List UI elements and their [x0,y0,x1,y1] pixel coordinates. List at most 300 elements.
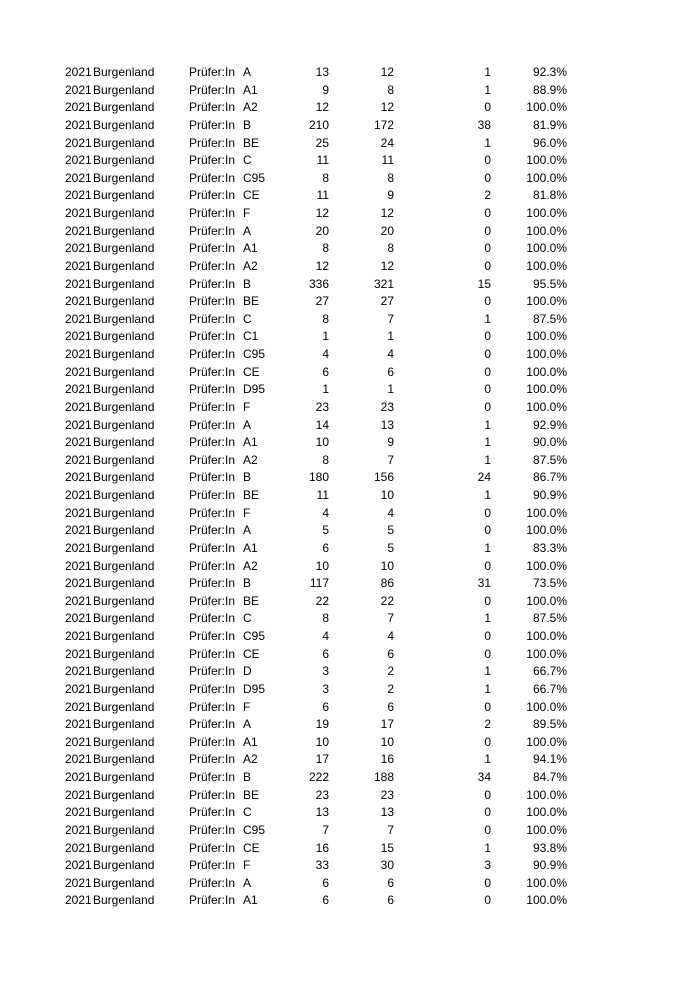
role-cell: Prüfer:In [189,734,236,749]
year-cell: 2021 [65,382,92,397]
failed-cell: 38 [477,117,491,132]
failed-cell: 15 [477,276,491,291]
role-cell: Prüfer:In [189,611,236,626]
failed-cell: 0 [484,593,491,608]
passed-cell: 8 [387,241,394,256]
total-cell: 16 [315,840,329,855]
region-cell: Burgenland [93,294,155,309]
table-row [0,592,700,610]
role-cell: Prüfer:In [189,822,236,837]
rate-cell: 100.0% [526,787,567,802]
class-cell: CE [243,646,260,661]
failed-cell: 31 [477,576,491,591]
rate-cell: 100.0% [526,170,567,185]
failed-cell: 0 [484,294,491,309]
passed-cell: 4 [387,629,394,643]
table-row [0,874,700,892]
failed-cell: 24 [477,470,491,485]
class-cell: A [243,523,252,538]
table-row [0,345,700,363]
total-cell: 12 [315,258,329,273]
rate-cell: 83.3% [532,540,567,555]
table-row [0,698,700,716]
region-cell: Burgenland [93,170,155,185]
passed-cell: 6 [387,364,394,379]
table-row [0,821,700,839]
class-cell: CE [243,364,260,379]
rate-cell: 100.0% [526,875,567,890]
class-cell: F [243,399,251,414]
class-cell: CE [243,188,260,203]
class-cell: C95 [243,347,266,361]
role-cell: Prüfer:In [189,893,236,908]
failed-cell: 0 [484,241,491,256]
region-cell: Burgenland [93,646,155,661]
table-row [0,169,700,187]
passed-cell: 172 [373,117,394,132]
table-row [0,222,700,240]
passed-cell: 10 [380,734,394,749]
passed-cell: 7 [387,611,394,626]
passed-cell: 30 [380,858,394,873]
role-cell: Prüfer:In [189,311,236,326]
failed-cell: 34 [477,770,491,784]
class-cell: C [243,805,252,820]
role-cell: Prüfer:In [189,276,236,291]
table-row [0,116,700,134]
role-cell: Prüfer:In [189,770,236,784]
year-cell: 2021 [65,805,92,820]
year-cell: 2021 [65,170,92,185]
rate-cell: 100.0% [526,258,567,273]
passed-cell: 12 [380,65,394,79]
class-cell: A2 [243,452,258,467]
rate-cell: 100.0% [526,364,567,379]
class-cell: A1 [243,734,258,749]
failed-cell: 0 [484,258,491,273]
table-row [0,257,700,275]
total-cell: 9 [322,82,329,97]
failed-cell: 0 [484,822,491,837]
year-cell: 2021 [65,840,92,855]
role-cell: Prüfer:In [189,452,236,467]
class-cell: A1 [243,82,258,97]
passed-cell: 1 [387,382,394,397]
total-cell: 13 [315,805,329,820]
passed-cell: 12 [380,258,394,273]
passed-cell: 12 [380,100,394,115]
total-cell: 6 [322,875,329,890]
rate-cell: 100.0% [526,241,567,256]
role-cell: Prüfer:In [189,117,236,132]
role-cell: Prüfer:In [189,629,236,643]
passed-cell: 5 [387,523,394,538]
class-cell: B [243,770,252,784]
region-cell: Burgenland [93,135,155,150]
total-cell: 1 [322,382,329,397]
year-cell: 2021 [65,505,92,520]
role-cell: Prüfer:In [189,840,236,855]
rate-cell: 94.1% [532,752,567,767]
table-row [0,327,700,345]
role-cell: Prüfer:In [189,681,236,696]
failed-cell: 0 [484,364,491,379]
role-cell: Prüfer:In [189,505,236,520]
total-cell: 4 [322,505,329,520]
rate-cell: 100.0% [526,294,567,309]
region-cell: Burgenland [93,276,155,291]
class-cell: B [243,117,252,132]
region-cell: Burgenland [93,875,155,890]
class-cell: A1 [243,241,258,256]
region-cell: Burgenland [93,752,155,767]
class-cell: D95 [243,382,266,397]
year-cell: 2021 [65,329,92,344]
table-row [0,768,700,786]
region-cell: Burgenland [93,734,155,749]
class-cell: C95 [243,629,266,643]
role-cell: Prüfer:In [189,593,236,608]
failed-cell: 0 [484,100,491,115]
region-cell: Burgenland [93,593,155,608]
year-cell: 2021 [65,399,92,414]
rate-cell: 100.0% [526,100,567,115]
region-cell: Burgenland [93,558,155,573]
passed-cell: 27 [380,294,394,309]
region-cell: Burgenland [93,787,155,802]
region-cell: Burgenland [93,65,155,79]
region-cell: Burgenland [93,82,155,97]
total-cell: 17 [315,752,329,767]
table-row [0,151,700,169]
passed-cell: 2 [387,681,394,696]
table-row [0,63,700,81]
failed-cell: 1 [484,311,491,326]
failed-cell: 1 [484,135,491,150]
year-cell: 2021 [65,787,92,802]
rate-cell: 88.9% [532,82,567,97]
table-row [0,204,700,222]
passed-cell: 22 [380,593,394,608]
table-row [0,750,700,768]
table-row [0,539,700,557]
passed-cell: 8 [387,170,394,185]
failed-cell: 0 [484,382,491,397]
region-cell: Burgenland [93,382,155,397]
role-cell: Prüfer:In [189,206,236,220]
class-cell: F [243,505,251,520]
role-cell: Prüfer:In [189,329,236,344]
failed-cell: 1 [484,82,491,97]
total-cell: 23 [315,399,329,414]
failed-cell: 1 [484,611,491,626]
total-cell: 336 [308,276,329,291]
year-cell: 2021 [65,681,92,696]
role-cell: Prüfer:In [189,153,236,168]
table-row [0,416,700,434]
year-cell: 2021 [65,258,92,273]
role-cell: Prüfer:In [189,82,236,97]
total-cell: 27 [315,294,329,309]
role-cell: Prüfer:In [189,858,236,873]
table-row [0,856,700,874]
table-row [0,645,700,663]
year-cell: 2021 [65,664,92,679]
total-cell: 7 [322,822,329,837]
role-cell: Prüfer:In [189,558,236,573]
total-cell: 117 [309,576,329,591]
table-row [0,433,700,451]
year-cell: 2021 [65,523,92,538]
role-cell: Prüfer:In [189,787,236,802]
total-cell: 19 [315,717,329,732]
year-cell: 2021 [65,875,92,890]
failed-cell: 0 [484,347,491,361]
rate-cell: 100.0% [526,558,567,573]
region-cell: Burgenland [93,488,155,502]
table-row [0,786,700,804]
role-cell: Prüfer:In [189,875,236,890]
total-cell: 13 [315,65,329,79]
class-cell: BE [243,787,260,802]
rate-cell: 95.5% [532,276,567,291]
rate-cell: 89.5% [532,717,567,732]
year-cell: 2021 [65,734,92,749]
region-cell: Burgenland [93,681,155,696]
role-cell: Prüfer:In [189,717,236,732]
rate-cell: 96.0% [532,135,567,150]
region-cell: Burgenland [93,858,155,873]
year-cell: 2021 [65,311,92,326]
total-cell: 12 [315,206,329,220]
rate-cell: 81.9% [532,117,567,132]
role-cell: Prüfer:In [189,540,236,555]
total-cell: 8 [322,241,329,256]
failed-cell: 0 [484,787,491,802]
region-cell: Burgenland [93,576,155,591]
failed-cell: 0 [484,223,491,238]
passed-cell: 6 [387,646,394,661]
role-cell: Prüfer:In [189,470,236,485]
role-cell: Prüfer:In [189,435,236,450]
year-cell: 2021 [65,488,92,502]
table-row [0,609,700,627]
year-cell: 2021 [65,223,92,238]
region-cell: Burgenland [93,805,155,820]
region-cell: Burgenland [93,311,155,326]
failed-cell: 0 [484,734,491,749]
failed-cell: 1 [484,417,491,432]
rate-cell: 100.0% [526,347,567,361]
rate-cell: 100.0% [526,734,567,749]
total-cell: 22 [315,593,329,608]
class-cell: A1 [243,893,258,908]
passed-cell: 4 [387,347,394,361]
total-cell: 8 [322,170,329,185]
class-cell: A [243,875,252,890]
passed-cell: 11 [381,153,394,168]
rate-cell: 100.0% [526,805,567,820]
passed-cell: 156 [373,470,394,485]
rate-cell: 100.0% [526,893,567,908]
failed-cell: 0 [484,505,491,520]
role-cell: Prüfer:In [189,664,236,679]
total-cell: 11 [316,488,329,502]
passed-cell: 7 [387,311,394,326]
region-cell: Burgenland [93,329,155,344]
table-row [0,451,700,469]
role-cell: Prüfer:In [189,100,236,115]
role-cell: Prüfer:In [189,399,236,414]
role-cell: Prüfer:In [189,223,236,238]
rate-cell: 100.0% [526,505,567,520]
rate-cell: 90.0% [532,435,567,450]
table-row [0,733,700,751]
passed-cell: 6 [387,893,394,908]
class-cell: F [243,699,251,714]
table-row [0,292,700,310]
class-cell: D [243,664,252,679]
table-row [0,239,700,257]
year-cell: 2021 [65,770,92,784]
region-cell: Burgenland [93,399,155,414]
failed-cell: 1 [484,840,491,855]
total-cell: 6 [322,699,329,714]
total-cell: 8 [322,611,329,626]
class-cell: A2 [243,100,258,115]
total-cell: 10 [315,435,329,450]
failed-cell: 0 [484,805,491,820]
passed-cell: 13 [380,805,394,820]
table-row [0,186,700,204]
failed-cell: 0 [484,206,491,220]
year-cell: 2021 [65,241,92,256]
year-cell: 2021 [65,117,92,132]
region-cell: Burgenland [93,540,155,555]
table-row [0,380,700,398]
year-cell: 2021 [65,822,92,837]
failed-cell: 0 [484,646,491,661]
region-cell: Burgenland [93,241,155,256]
failed-cell: 0 [484,153,491,168]
passed-cell: 4 [387,505,394,520]
failed-cell: 0 [484,399,491,414]
region-cell: Burgenland [93,153,155,168]
table-row [0,715,700,733]
year-cell: 2021 [65,100,92,115]
failed-cell: 0 [484,558,491,573]
passed-cell: 86 [380,576,394,591]
region-cell: Burgenland [93,523,155,538]
role-cell: Prüfer:In [189,523,236,538]
role-cell: Prüfer:In [189,241,236,256]
region-cell: Burgenland [93,206,155,220]
passed-cell: 9 [387,435,394,450]
region-cell: Burgenland [93,188,155,203]
class-cell: A [243,417,252,432]
passed-cell: 6 [387,699,394,714]
class-cell: C [243,611,252,626]
year-cell: 2021 [65,206,92,220]
role-cell: Prüfer:In [189,752,236,767]
rate-cell: 100.0% [526,223,567,238]
failed-cell: 0 [484,523,491,538]
role-cell: Prüfer:In [189,135,236,150]
table-row [0,839,700,857]
region-cell: Burgenland [93,840,155,855]
total-cell: 11 [316,188,329,203]
role-cell: Prüfer:In [189,364,236,379]
failed-cell: 0 [484,699,491,714]
rate-cell: 84.7% [532,770,567,784]
total-cell: 1 [322,329,329,344]
failed-cell: 2 [484,717,491,732]
passed-cell: 10 [380,488,394,502]
region-cell: Burgenland [93,417,155,432]
class-cell: A2 [243,558,258,573]
passed-cell: 23 [380,399,394,414]
failed-cell: 1 [484,752,491,767]
class-cell: A [243,717,252,732]
failed-cell: 1 [484,540,491,555]
role-cell: Prüfer:In [189,417,236,432]
rate-cell: 92.3% [532,65,567,79]
passed-cell: 23 [380,787,394,802]
total-cell: 23 [315,787,329,802]
class-cell: B [243,276,252,291]
year-cell: 2021 [65,364,92,379]
table-row [0,662,700,680]
region-cell: Burgenland [93,699,155,714]
class-cell: F [243,858,251,873]
class-cell: B [243,576,252,591]
rate-cell: 66.7% [532,681,567,696]
table-row [0,468,700,486]
table-row [0,504,700,522]
table-row [0,557,700,575]
region-cell: Burgenland [93,117,155,132]
total-cell: 6 [322,540,329,555]
rate-cell: 93.8% [532,840,567,855]
total-cell: 33 [315,858,329,873]
rate-cell: 100.0% [526,329,567,344]
failed-cell: 1 [484,681,491,696]
table-row [0,398,700,416]
total-cell: 210 [308,117,329,132]
failed-cell: 3 [484,858,491,873]
region-cell: Burgenland [93,347,155,361]
class-cell: A [243,223,252,238]
passed-cell: 16 [380,752,394,767]
region-cell: Burgenland [93,822,155,837]
role-cell: Prüfer:In [189,294,236,309]
rate-cell: 100.0% [526,399,567,414]
role-cell: Prüfer:In [189,170,236,185]
total-cell: 5 [322,523,329,538]
rate-cell: 100.0% [526,153,567,168]
year-cell: 2021 [65,153,92,168]
failed-cell: 0 [484,170,491,185]
total-cell: 6 [322,646,329,661]
region-cell: Burgenland [93,470,155,485]
failed-cell: 1 [484,452,491,467]
class-cell: BE [243,294,260,309]
table-row [0,134,700,152]
role-cell: Prüfer:In [189,576,236,591]
rate-cell: 86.7% [532,470,567,485]
failed-cell: 1 [484,664,491,679]
failed-cell: 0 [484,875,491,890]
